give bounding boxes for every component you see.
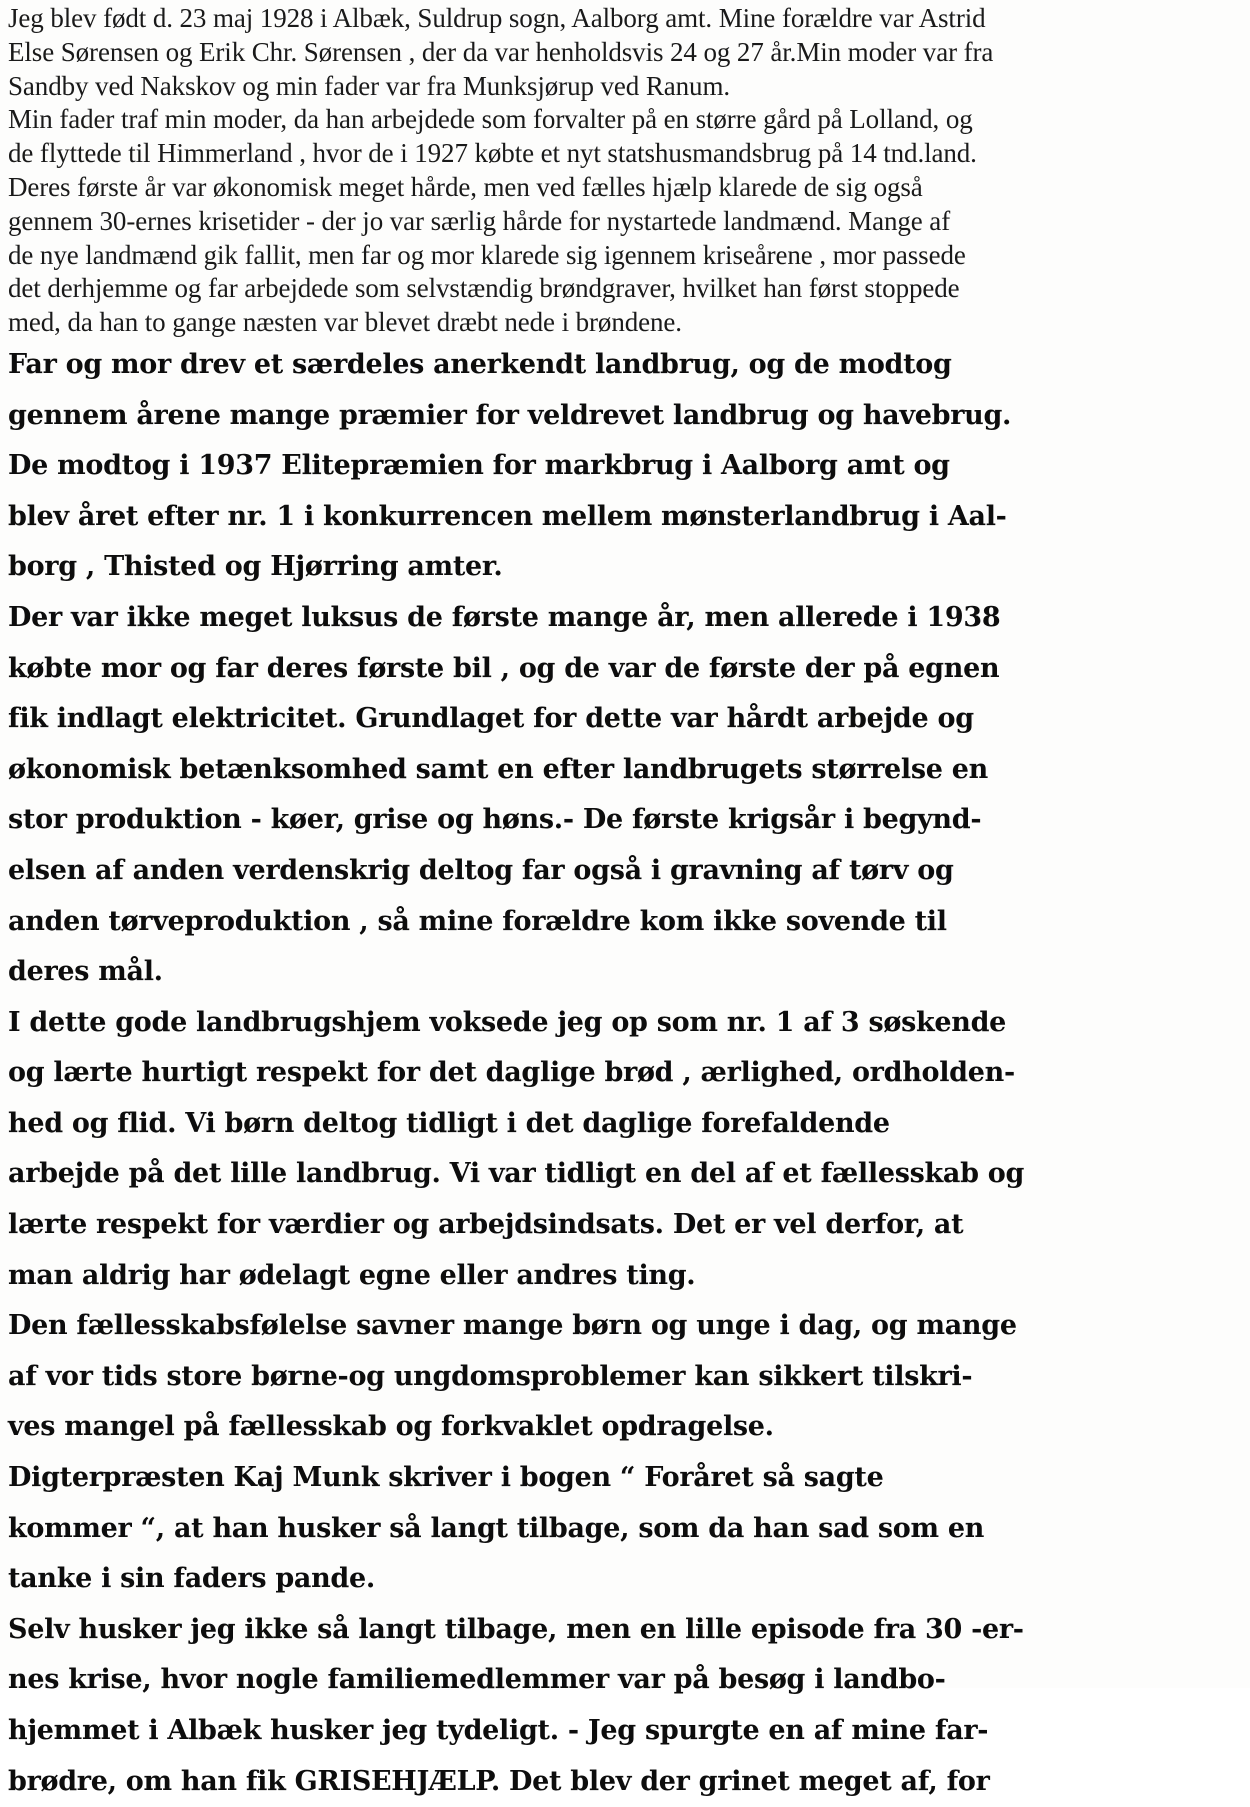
text-line: økonomisk betænksomhed samt en efter landbrugets størrelse en [8, 753, 988, 785]
text-line: De modtog i 1937 Elitepræmien for markbrug i Aalborg amt og [8, 450, 950, 482]
text-line: Min fader traf min moder, da han arbejdede som forvalter på en større gård på Lolland, og [8, 104, 973, 135]
text-line: Sandby ved Nakskov og min fader var fra Munksjørup ved Ranum. [8, 70, 731, 101]
text-line: gennem 30-ernes krisetider - der jo var særlig hårde for nystartede landmænd. Mange af [8, 205, 951, 236]
text-line: Den fællesskabsfølelse savner mange børn og unge i dag, og mange [8, 1310, 1017, 1342]
text-line: hjemmet i Albæk husker jeg tydeligt. - Jeg spurgte en af mine far- [8, 1715, 989, 1746]
intro-paragraph [8, 2, 1242, 340]
text-line: Der var ikke meget luksus de første mange år, men allerede i 1938 [8, 601, 1001, 633]
text-line: fik indlagt elektricitet. Grundlaget for dette var hårdt arbejde og [8, 703, 974, 735]
text-line: tanke i sin faders pande. [8, 1563, 375, 1595]
text-line: Digterpræsten Kaj Munk skriver i bogen “ Foråret så sagte [8, 1462, 884, 1494]
text-line: og lærte hurtigt respekt for det daglige brød , ærlighed, ordholden- [8, 1057, 1015, 1089]
text-line: borg , Thisted og Hjørring amter. [8, 551, 503, 583]
text-line: stor produktion - køer, grise og høns.- De første krigsår i begynd- [8, 804, 982, 836]
text-line: Jeg blev født d. 23 maj 1928 i Albæk, Suldrup sogn, Aalborg amt. Mine forældre var Astrid [8, 3, 986, 33]
text-line: anden tørveproduktion , så mine forældre kom ikke sovende til [8, 905, 947, 937]
text-line: de nye landmænd gik fallit, men far og mor klarede sig igennem kriseårene , mor passede [8, 239, 966, 270]
text-line: købte mor og far deres første bil , og de var de første der på egnen [8, 652, 1000, 684]
text-line: gennem årene mange præmier for veldrevet landbrug og havebrug. [8, 399, 1012, 431]
text-line: arbejde på det lille landbrug. Vi var tidligt en del af et fællesskab og [8, 1158, 1025, 1190]
text-line: de flyttede til Himmerland , hvor de i 1927 købte et nyt statshusmandsbrug på 14 tnd.land. [8, 138, 977, 169]
text-line: lærte respekt for værdier og arbejdsindsats. Det er vel derfor, at [8, 1209, 964, 1241]
text-line: blev året efter nr. 1 i konkurrencen mellem mønsterlandbrug i Aal- [8, 500, 1007, 532]
text-line: deres mål. [8, 956, 163, 988]
text-line: med, da han to gange næsten var blevet dræbt nede i brøndene. [8, 307, 682, 338]
text-line: man aldrig har ødelagt egne eller andres ting. [8, 1259, 696, 1291]
text-line: ves mangel på fællesskab og forkvaklet opdragelse. [8, 1411, 774, 1443]
text-line: Else Sørensen og Erik Chr. Sørensen , der da var henholdsvis 24 og 27 år.Min moder var fra [8, 36, 994, 67]
text-line: hed og flid. Vi børn deltog tidligt i det daglige forefaldende [8, 1107, 890, 1139]
text-line: af vor tids store børne-og ungdomsproblemer kan sikkert tilskri- [8, 1360, 973, 1392]
text-line: Far og mor drev et særdeles anerkendt landbrug, og de modtog [8, 348, 952, 380]
text-line: Deres første år var økonomisk meget hårde, men ved fælles hjælp klarede de sig også [8, 171, 923, 202]
text-line: det derhjemme og far arbejdede som selvstændig brøndgraver, hvilket han først stoppede [8, 273, 960, 304]
text-line: Selv husker jeg ikke så langt tilbage, men en lille episode fra 30 -er- [8, 1613, 1024, 1645]
document-text [8, 2, 1242, 1807]
text-line: nes krise, hvor nogle familiemedlemmer var på besøg i landbo- [8, 1664, 946, 1696]
text-line: elsen af anden verdenskrig deltog far også i gravning af tørv og [8, 854, 954, 886]
text-line: I dette gode landbrugshjem voksede jeg op som nr. 1 af 3 søskende [8, 1006, 1007, 1038]
text-line: kommer “, at han husker så langt tilbage, som da han sad som en [8, 1512, 985, 1544]
main-text [8, 340, 1242, 1807]
text-line: brødre, om han fik GRISEHJÆLP. Det blev der grinet meget af, for [8, 1765, 990, 1797]
